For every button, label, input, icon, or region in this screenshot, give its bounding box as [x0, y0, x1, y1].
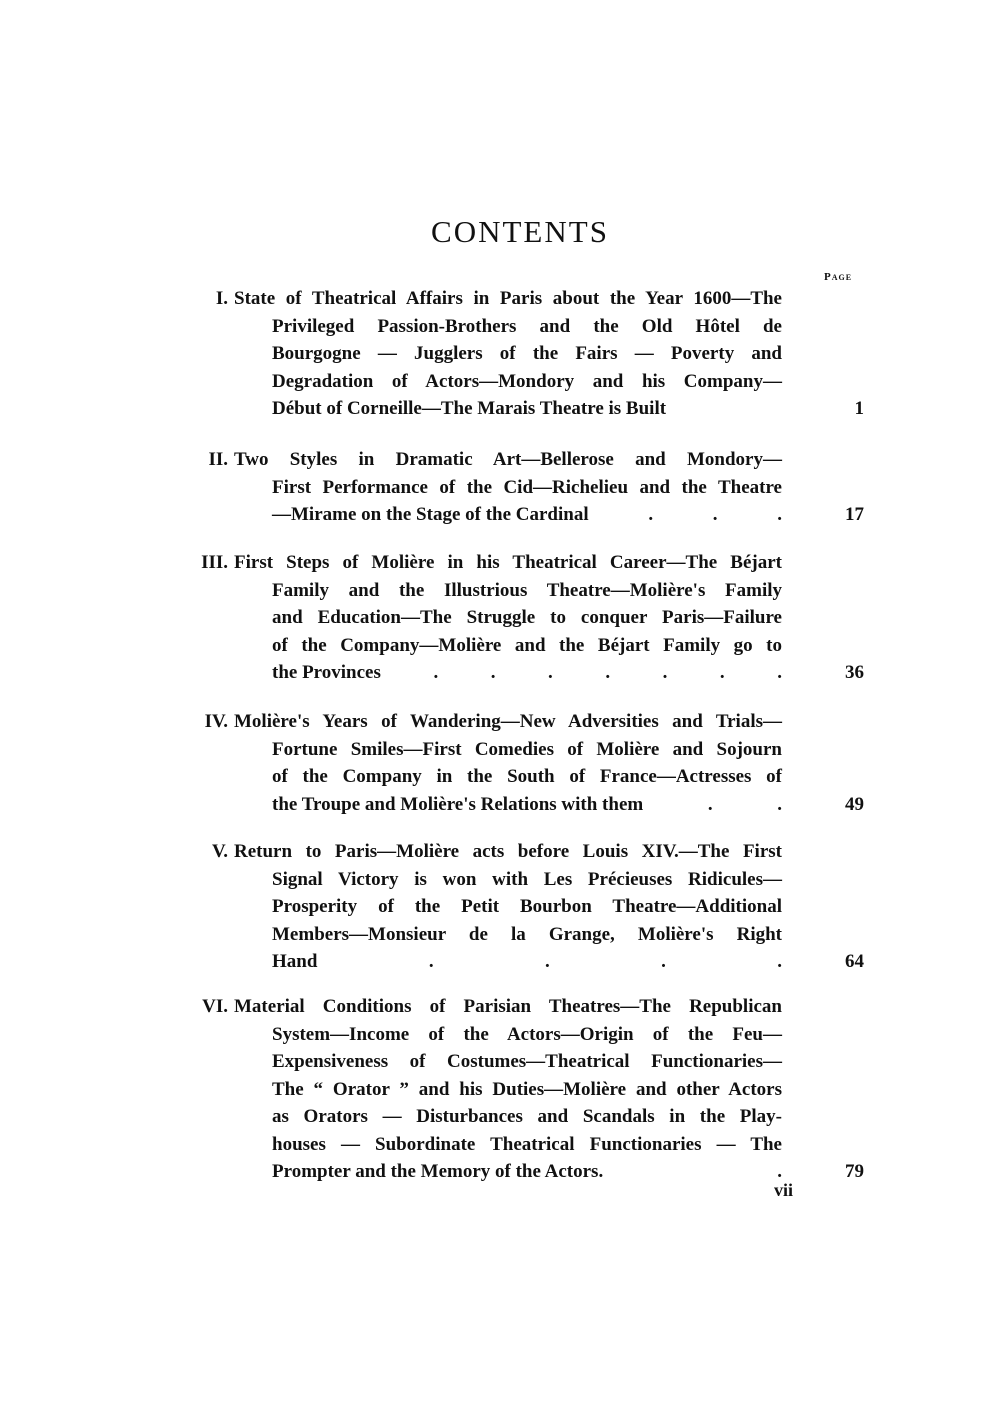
summary-line-text: Prompter and the Memory of the Actors. — [272, 1161, 604, 1182]
leader-dot: . — [662, 662, 668, 683]
leader-dot: . — [544, 951, 550, 972]
summary-line: Début of Corneille—The Marais Theatre is Built — [272, 398, 667, 419]
summary-line: Prosperity of the Petit Bourbon Theatre—Additional — [272, 896, 782, 917]
summary-line: Fortune Smiles—First Comedies of Molière and Sojourn — [272, 738, 782, 760]
summary-line: Signal Victory is won with Les Précieuses Ridicules— — [272, 868, 782, 890]
leader-dot: . — [719, 662, 725, 683]
chapter-numeral: II. — [208, 449, 228, 470]
leader-dot: . — [777, 1161, 782, 1182]
summary-line: First Steps of Molière in his Theatrical Career—The Béjart — [234, 552, 782, 573]
summary-line: Degradation of Actors—Mondory and his Company— — [272, 370, 782, 392]
summary-line-text: the Troupe and Molière's Relations with them — [272, 793, 644, 815]
summary-line: of the Company—Molière and the Béjart Family go to — [272, 634, 782, 656]
summary-line — [234, 501, 782, 529]
page-number: 79 — [845, 1161, 864, 1182]
summary-line: Expensiveness of Costumes—Theatrical Functionaries— — [272, 1051, 782, 1072]
leader-dot: . — [490, 662, 496, 683]
leader-dot: . — [777, 504, 782, 525]
summary-line — [234, 659, 782, 687]
page-number: 36 — [845, 662, 864, 683]
chapter-summary — [234, 446, 782, 529]
summary-line: Members—Monsieur de la Grange, Molière's Right — [272, 923, 782, 945]
chapter-numeral: V. — [211, 841, 228, 862]
summary-line-text: Hand — [272, 951, 318, 972]
chapter-summary — [234, 838, 782, 976]
leader-dot: . — [712, 504, 718, 525]
chapter-summary — [234, 549, 782, 687]
summary-line: System—Income of the Actors—Origin of the Feu— — [272, 1023, 782, 1045]
summary-line: Bourgogne — Jugglers of the Fairs — Poverty and — [272, 343, 782, 364]
chapter-summary — [234, 285, 782, 423]
summary-line: as Orators — Disturbances and Scandals in the Play- — [272, 1106, 782, 1127]
summary-line: Privileged Passion-Brothers and the Old Hôtel de — [272, 315, 782, 337]
summary-line: Molière's Years of Wandering—New Adversities and Trials— — [234, 711, 782, 732]
summary-line-text: —Mirame on the Stage of the Cardinal — [272, 504, 589, 525]
page-column-header: Page — [824, 271, 853, 283]
page-number: 17 — [845, 504, 864, 525]
summary-line — [234, 791, 782, 819]
summary-line-text: the Provinces — [272, 662, 381, 683]
leader-dot: . — [777, 662, 782, 683]
summary-line: of the Company in the South of France—Actresses of — [272, 766, 782, 787]
leader-dot: . — [777, 793, 782, 815]
summary-line — [234, 948, 782, 976]
summary-line — [234, 1158, 782, 1186]
summary-line: First Performance of the Cid—Richelieu and the Theatre — [272, 476, 782, 498]
page-number: 1 — [854, 398, 864, 419]
page-number: 64 — [845, 951, 864, 972]
summary-line: Family and the Illustrious Theatre—Molière's Family — [272, 579, 782, 601]
leader-dot: . — [428, 951, 434, 972]
leader-dot: . — [661, 951, 666, 972]
leader-dot: . — [605, 662, 611, 683]
page-title: CONTENTS — [431, 214, 609, 249]
summary-line: houses — Subordinate Theatrical Functionaries — The — [272, 1133, 782, 1155]
chapter-numeral: VI. — [202, 996, 228, 1017]
chapter-numeral: IV. — [204, 711, 228, 732]
summary-line: Return to Paris—Molière acts before Louis XIV.—The First — [234, 841, 782, 862]
summary-line: and Education—The Struggle to conquer Paris—Failure — [272, 607, 782, 628]
leader-dot: . — [433, 662, 439, 683]
leader-dot: . — [648, 504, 654, 525]
folio-page-number: vii — [774, 1180, 794, 1200]
summary-line: Material Conditions of Parisian Theatres—The Republican — [234, 996, 782, 1017]
summary-line: Two Styles in Dramatic Art—Bellerose and Mondory— — [234, 449, 782, 470]
leader-dot: . — [777, 951, 782, 972]
summary-line: The “ Orator ” and his Duties—Molière and other Actors — [272, 1078, 782, 1100]
chapter-summary — [234, 993, 782, 1186]
chapter-numeral: I. — [215, 288, 228, 309]
chapter-summary — [234, 708, 782, 818]
leader-dot: . — [548, 662, 553, 683]
leader-dot: . — [707, 793, 713, 815]
page-number: 49 — [845, 794, 864, 815]
summary-line: State of Theatrical Affairs in Paris about the Year 1600—The — [234, 288, 782, 309]
chapter-numeral: III. — [201, 552, 228, 573]
